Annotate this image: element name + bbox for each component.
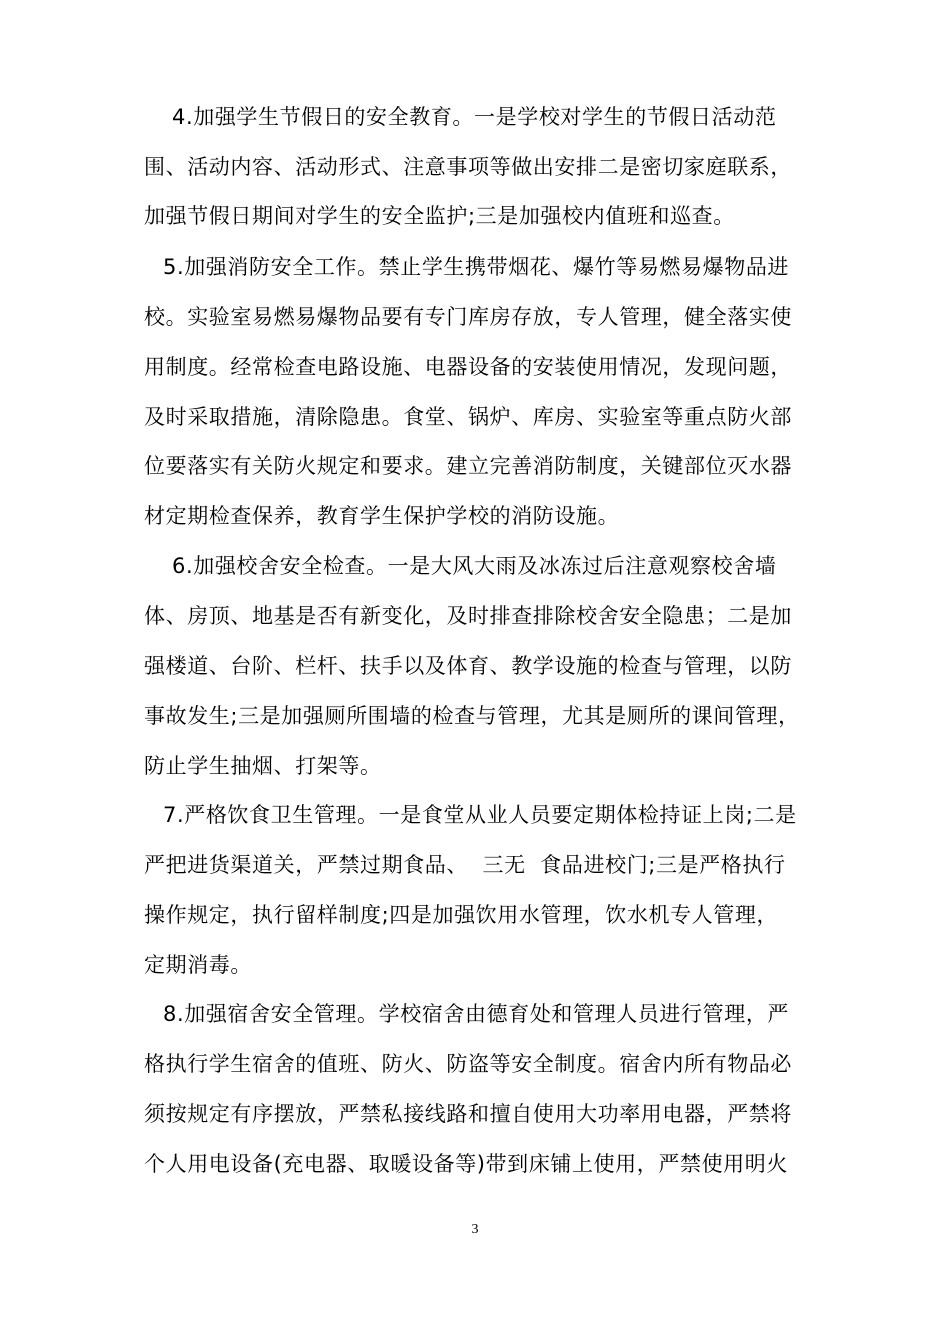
paragraph-line: 体、房顶、地基是否有新变化，及时排查排除校舍安全隐患；二是加: [144, 604, 792, 628]
paragraph-line: 用制度。经常检查电路设施、电器设备的安装使用情况，发现问题，: [144, 355, 792, 379]
paragraph-line: 围、活动内容、活动形式、注意事项等做出安排二是密切家庭联系，: [144, 155, 792, 179]
paragraph-line: 个人用电设备(充电器、取暖设备等)带到床铺上使用，严禁使用明火: [144, 1152, 788, 1176]
paragraph-first-line: 8.加强宿舍安全管理。学校宿舍由德育处和管理人员进行管理，严: [163, 1002, 790, 1026]
paragraph-line: 及时采取措施，清除隐患。食堂、锅炉、库房、实验室等重点防火部: [144, 405, 792, 429]
paragraph-first-line: 4.加强学生节假日的安全教育。一是学校对学生的节假日活动范: [172, 105, 777, 129]
paragraph-line: 格执行学生宿舍的值班、防火、防盗等安全制度。宿舍内所有物品必: [144, 1052, 792, 1076]
paragraph-line: 加强节假日期间对学生的安全监护;三是加强校内值班和巡查。: [144, 204, 735, 228]
paragraph-line: 事故发生;三是加强厕所围墙的检查与管理，尤其是厕所的课间管理，: [144, 704, 800, 728]
paragraph-first-line: 5.加强消防安全工作。禁止学生携带烟花、爆竹等易燃易爆物品进: [163, 255, 790, 279]
paragraph-line: 校。实验室易燃易爆物品要有专门库房存放，专人管理，健全落实使: [144, 305, 792, 329]
paragraph-line: 材定期检查保养，教育学生保护学校的消防设施。: [144, 504, 620, 528]
paragraph-line: 位要落实有关防火规定和要求。建立完善消防制度，关键部位灭水器: [144, 454, 792, 478]
paragraph-line: 须按规定有序摆放，严禁私接线路和擅自使用大功率用电器，严禁将: [144, 1102, 792, 1126]
paragraph-line: 强楼道、台阶、栏杆、扶手以及体育、教学设施的检查与管理，以防: [144, 654, 792, 678]
paragraph-line: 操作规定，执行留样制度;四是加强饮用水管理，饮水机专人管理，: [144, 903, 779, 927]
paragraph-first-line: 7.严格饮食卫生管理。一是食堂从业人员要定期体检持证上岗;二是: [163, 803, 797, 827]
paragraph-line: 严把进货渠道关，严禁过期食品、 三无 食品进校门;三是严格执行: [144, 853, 786, 877]
paragraph-line: 定期消毒。: [144, 953, 252, 977]
paragraph-line: 防止学生抽烟、打架等。: [144, 754, 382, 778]
page-number: 3: [471, 1222, 479, 1237]
paragraph-first-line: 6.加强校舍安全检查。一是大风大雨及冰冻过后注意观察校舍墙: [172, 554, 777, 578]
